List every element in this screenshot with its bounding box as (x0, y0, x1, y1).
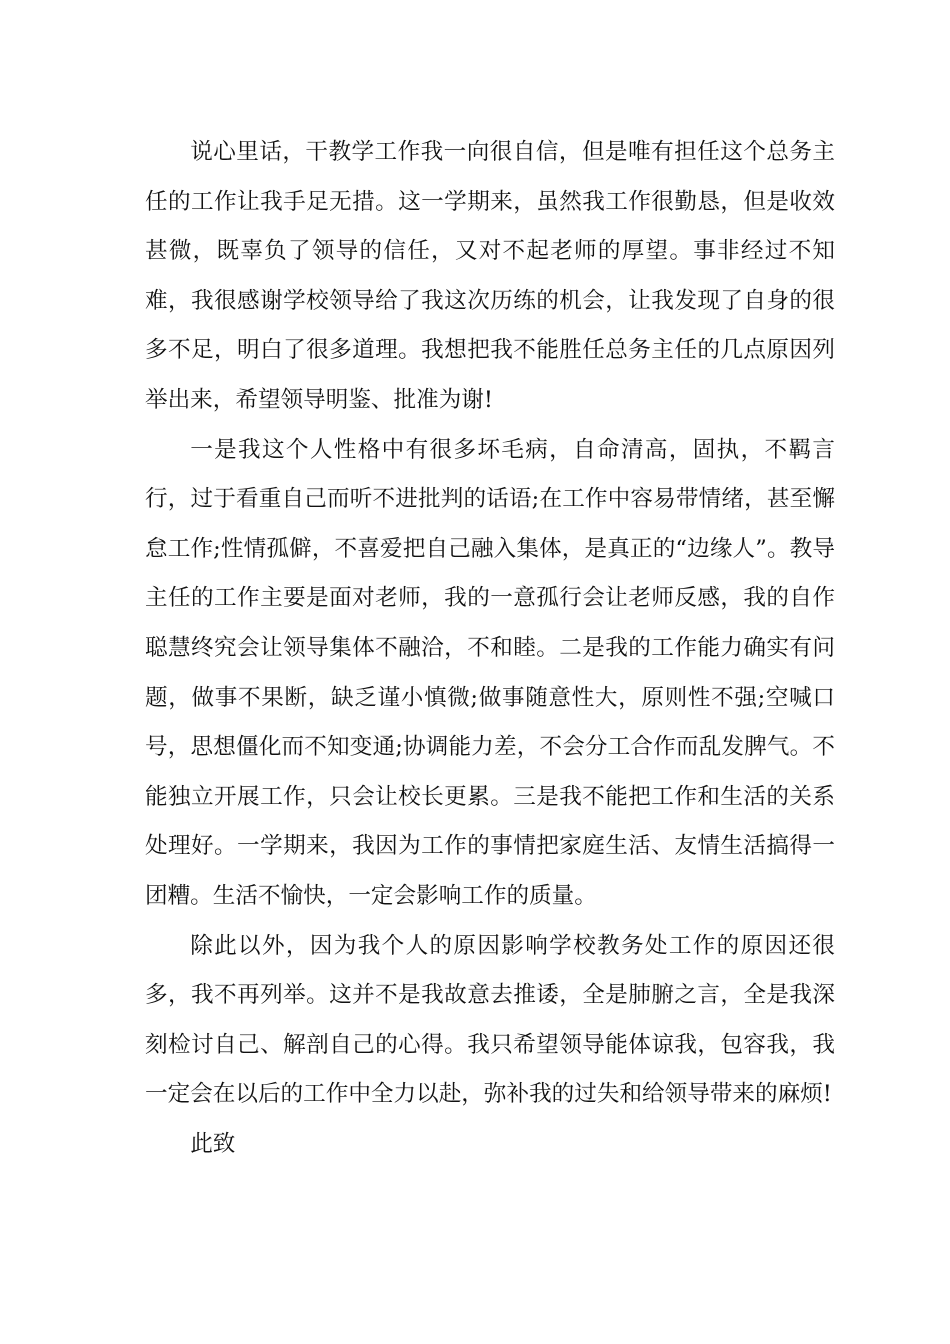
closing-salutation: 此致 (190, 1130, 236, 1157)
paragraph-3: 除此以外，因为我个人的原因影响学校教务处工作的原因还很多，我不再列举。这并不是我故意去推诿，全是肺腑之言，全是我深刻检讨自己、解剖自己的心得。我只希望领导能体谅我，包容我，我一定会在以后的工作中全力以赴，弥补我的过失和给领导带来的麻烦! (145, 932, 835, 1108)
document-body (145, 128, 835, 1169)
paragraph-1: 说心里话，干教学工作我一向很自信，但是唯有担任这个总务主任的工作让我手足无措。这一学期来，虽然我工作很勤恳，但是收效甚微，既辜负了领导的信任，又对不起老师的厚望。事非经过不知难，我很感谢学校领导给了我这次历练的机会，让我发现了自身的很多不足，明白了很多道理。我想把我不能胜任总务主任的几点原因列举出来，希望领导明鉴、批准为谢! (145, 139, 835, 413)
paragraph-2: 一是我这个人性格中有很多坏毛病，自命清高，固执，不羁言行，过于看重自己而听不进批判的话语;在工作中容易带情绪，甚至懈怠工作;性情孤僻，不喜爱把自己融入集体，是真正的“边缘人”。教导主任的工作主要是面对老师，我的一意孤行会让老师反感，我的自作聪慧终究会让领导集体不融洽，不和睦。二是我的工作能力确实有问题，做事不果断，缺乏谨小慎微;做事随意性大，原则性不强;空喊口号，思想僵化而不知变通;协调能力差，不会分工合作而乱发脾气。不能独立开展工作，只会让校长更累。三是我不能把工作和生活的关系处理好。一学期来，我因为工作的事情把家庭生活、友情生活搞得一团糟。生活不愉快，一定会影响工作的质量。 (145, 436, 835, 909)
